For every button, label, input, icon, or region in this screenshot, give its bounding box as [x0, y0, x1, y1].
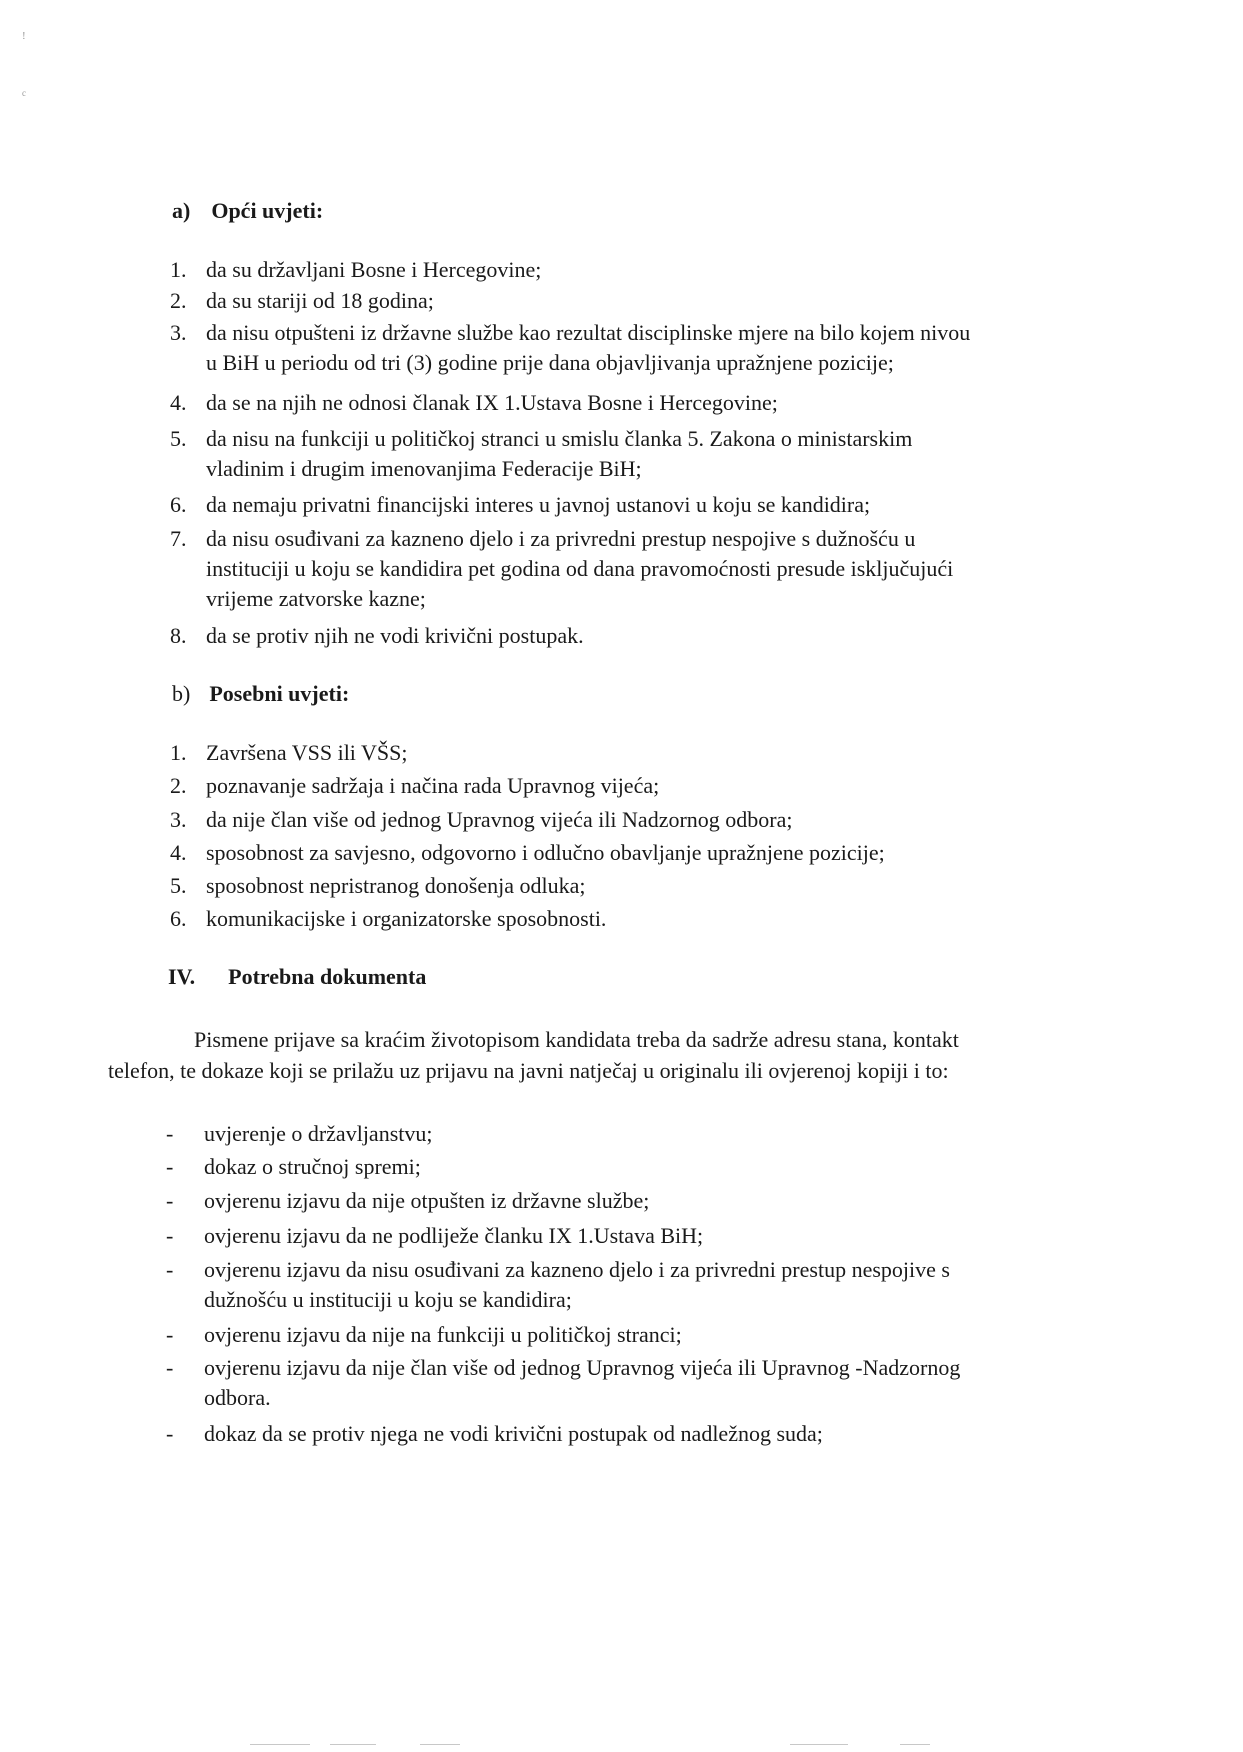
list-item-number: 2. [170, 288, 187, 313]
bullet-marker: - [166, 1188, 174, 1213]
requirements-paragraph [108, 1024, 1074, 1086]
section-a-label: a) [172, 198, 191, 223]
list-item-number: 6. [170, 492, 187, 517]
bullet-marker: - [166, 1355, 174, 1380]
bullet-marker: - [166, 1223, 174, 1248]
list-item-text: sposobnost nepristranog donošenja odluka; [206, 873, 586, 898]
section-b-label: b) [172, 681, 191, 706]
list-item-number: 3. [170, 807, 187, 832]
list-item-text: ovjerenu izjavu da nisu osuđivani za kazneno djelo i za privredni prestup nespojive s [204, 1257, 950, 1282]
bullet-marker: - [166, 1121, 174, 1146]
list-item-number: 1. [170, 740, 187, 765]
section-a-title: Opći uvjeti: [211, 198, 324, 223]
scan-edge-line [330, 1744, 376, 1745]
scan-edge-line [900, 1744, 930, 1745]
list-item-text: dokaz da se protiv njega ne vodi krivični postupak od nadležnog suda; [204, 1421, 823, 1446]
list-item-text: ovjerenu izjavu da nije otpušten iz državne službe; [204, 1188, 650, 1213]
list-item-text: ovjerenu izjavu da ne podliježe članku IX 1.Ustava BiH; [204, 1223, 704, 1248]
list-item-text: sposobnost za savjesno, odgovorno i odlučno obavljanje upražnjene pozicije; [206, 840, 885, 865]
section-b-heading [172, 681, 349, 707]
list-item-text: dužnošću u instituciji u koju se kandidira; [204, 1287, 572, 1312]
list-item-text: da nije član više od jednog Upravnog vijeća ili Nadzornog odbora; [206, 807, 793, 832]
list-item-text: instituciji u koju se kandidira pet godina od dana pravomoćnosti presude isključujući [206, 556, 954, 581]
section-iv-title: Potrebna dokumenta [228, 964, 427, 989]
list-item-text: dokaz o stručnoj spremi; [204, 1154, 421, 1179]
list-item-number: 6. [170, 906, 187, 931]
list-item-number: 5. [170, 873, 187, 898]
list-item-number: 3. [170, 320, 187, 345]
list-item-text: odbora. [204, 1385, 271, 1410]
list-item-text: Završena VSS ili VŠS; [206, 740, 408, 765]
list-item-text: ovjerenu izjavu da nije na funkciji u političkoj stranci; [204, 1322, 682, 1347]
list-item-text: u BiH u periodu od tri (3) godine prije dana objavljivanja upražnjene pozicije; [206, 350, 894, 375]
list-item-text: da nisu otpušteni iz državne službe kao rezultat disciplinske mjere na bilo kojem nivou [206, 320, 971, 345]
section-a-heading [172, 198, 323, 224]
list-item-text: da nemaju privatni financijski interes u javnoj ustanovi u koju se kandidira; [206, 492, 871, 517]
bullet-marker: - [166, 1257, 174, 1282]
paragraph-line: Pismene prijave sa kraćim životopisom kandidata treba da sadrže adresu stana, kontakt [194, 1027, 959, 1052]
list-item-number: 4. [170, 840, 187, 865]
scan-artifact-mark: c [22, 88, 26, 98]
list-item-text: da se protiv njih ne vodi krivični postupak. [206, 623, 584, 648]
section-iv-heading [168, 964, 426, 990]
scan-edge-line [420, 1744, 460, 1745]
scan-edge-line [250, 1744, 310, 1745]
list-item-number: 7. [170, 526, 187, 551]
list-item-text: ovjerenu izjavu da nije član više od jednog Upravnog vijeća ili Upravnog -Nadzornog [204, 1355, 961, 1380]
paragraph-line: telefon, te dokaze koji se prilažu uz prijavu na javni natječaj u originalu ili ovjerenoj kopiji i to: [108, 1058, 949, 1083]
bullet-marker: - [166, 1154, 174, 1179]
list-item-text: da su stariji od 18 godina; [206, 288, 434, 313]
bullet-marker: - [166, 1421, 174, 1446]
scan-artifact-mark: ! [22, 30, 26, 42]
scan-edge-line [790, 1744, 848, 1745]
section-b-title: Posebni uvjeti: [209, 681, 350, 706]
list-item-text: vrijeme zatvorske kazne; [206, 586, 426, 611]
list-item-number: 4. [170, 390, 187, 415]
list-item-text: uvjerenje o državljanstvu; [204, 1121, 433, 1146]
list-item-number: 8. [170, 623, 187, 648]
list-item-number: 5. [170, 426, 187, 451]
list-item-text: da su državljani Bosne i Hercegovine; [206, 257, 542, 282]
section-iv-label: IV. [168, 964, 196, 989]
list-item-text: poznavanje sadržaja i načina rada Upravnog vijeća; [206, 773, 660, 798]
list-item-text: da nisu na funkciji u političkoj stranci u smislu članka 5. Zakona o ministarskim [206, 426, 913, 451]
list-item-text: vladinim i drugim imenovanjima Federacije BiH; [206, 456, 642, 481]
list-item-number: 2. [170, 773, 187, 798]
bullet-marker: - [166, 1322, 174, 1347]
list-item-text: da se na njih ne odnosi članak IX 1.Ustava Bosne i Hercegovine; [206, 390, 778, 415]
list-item-number: 1. [170, 257, 187, 282]
list-item-text: da nisu osuđivani za kazneno djelo i za privredni prestup nespojive s dužnošću u [206, 526, 916, 551]
list-item-text: komunikacijske i organizatorske sposobnosti. [206, 906, 607, 931]
